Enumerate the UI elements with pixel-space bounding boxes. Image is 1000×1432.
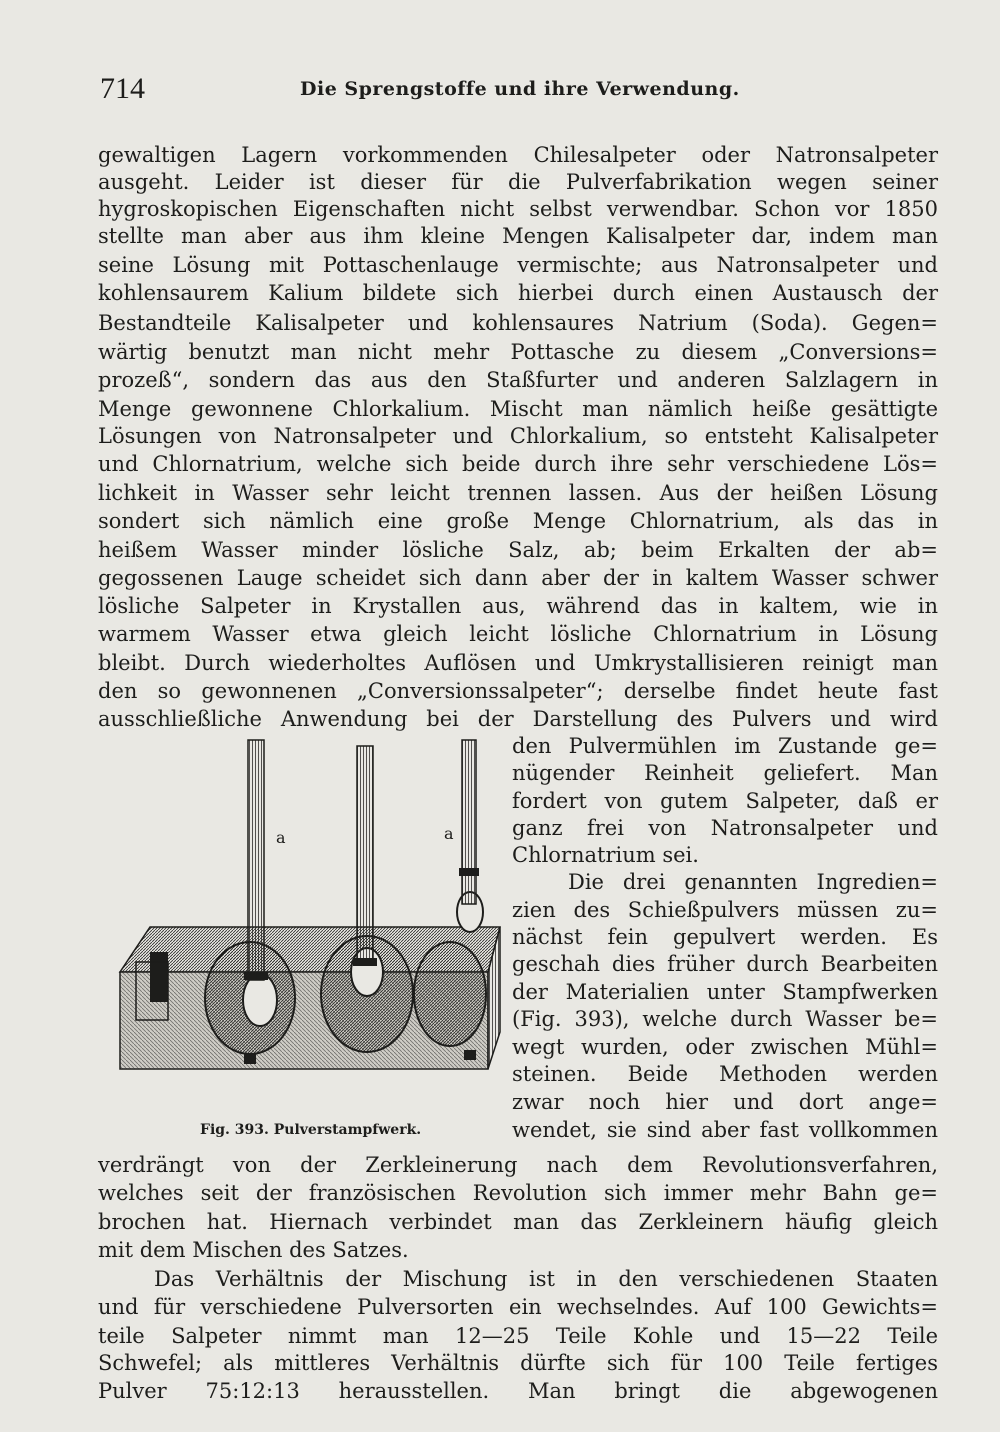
text-line: zwar noch hier und dort ange= (512, 1090, 938, 1114)
text-line: heißem Wasser minder lösliche Salz, ab; beim Erkalten der ab= (98, 538, 938, 562)
text-line: teile Salpeter nimmt man 12—25 Teile Kohle und 15—22 Teile (98, 1324, 938, 1348)
text-line: den so gewonnenen „Conversionssalpeter“; derselbe findet heute fast (98, 679, 938, 703)
figure-caption: Fig. 393. Pulverstampfwerk. (200, 1122, 422, 1138)
text-line: hygroskopischen Eigenschaften nicht selbst verwendbar. Schon vor 1850 (98, 197, 938, 221)
text-line: Bestandteile Kalisalpeter und kohlensaures Natrium (Soda). Gegen= (98, 311, 938, 335)
text-line: geschah dies früher durch Bearbeiten (512, 952, 938, 976)
text-line: gegossenen Lauge scheidet sich dann aber der in kaltem Wasser schwer (98, 566, 938, 590)
page-header (100, 72, 940, 112)
text-line: gewaltigen Lagern vorkommenden Chilesalpeter oder Natronsalpeter (98, 143, 938, 167)
text-line: seine Lösung mit Pottaschenlauge vermischte; aus Natronsalpeter und (98, 253, 938, 277)
page-number: 714 (100, 72, 145, 105)
text-line: Pulver 75:12:13 herausstellen. Man bringt die abgewogenen (98, 1379, 938, 1403)
text-line: Menge gewonnene Chlorkalium. Mischt man nämlich heiße gesättigte (98, 397, 938, 421)
text-line: bleibt. Durch wiederholtes Auflösen und Umkrystallisieren reinigt man (98, 651, 938, 675)
text-line: Die drei genannten Ingredien= (568, 870, 938, 894)
text-line: steinen. Beide Methoden werden (512, 1062, 938, 1086)
text-line: Schwefel; als mittleres Verhältnis dürfte sich für 100 Teile fertiges (98, 1351, 938, 1375)
text-line: zien des Schießpulvers müssen zu= (512, 898, 938, 922)
running-head: Die Sprengstoffe und ihre Verwendung. (300, 78, 740, 100)
text-line: lösliche Salpeter in Krystallen aus, während das in kaltem, wie in (98, 594, 938, 618)
figure-label-a: a (276, 828, 286, 847)
text-line: prozeß“, sondern das aus den Staßfurter und anderen Salzlagern in (98, 368, 938, 392)
text-line: den Pulvermühlen im Zustande ge= (512, 734, 938, 758)
text-line: brochen hat. Hiernach verbindet man das Zerkleinern häufig gleich (98, 1210, 938, 1234)
text-line: warmem Wasser etwa gleich leicht lösliche Chlornatrium in Lösung (98, 622, 938, 646)
text-line: lichkeit in Wasser sehr leicht trennen lassen. Aus der heißen Lösung (98, 481, 938, 505)
text-line: nügender Reinheit geliefert. Man (512, 761, 938, 785)
text-line: wendet, sie sind aber fast vollkommen (512, 1118, 938, 1142)
text-line: der Materialien unter Stampfwerken (512, 980, 938, 1004)
text-line: und Chlornatrium, welche sich beide durch ihre sehr verschiedene Lös= (98, 452, 938, 476)
text-line: fordert von gutem Salpeter, daß er (512, 789, 938, 813)
text-line: wärtig benutzt man nicht mehr Pottasche zu diesem „Conversions= (98, 340, 938, 364)
text-line: und für verschiedene Pulversorten ein wechselndes. Auf 100 Gewichts= (98, 1295, 938, 1319)
text-line: ausgeht. Leider ist dieser für die Pulverfabrikation wegen seiner (98, 170, 938, 194)
text-line: wegt wurden, oder zwischen Mühl= (512, 1035, 938, 1059)
text-line: ausschließliche Anwendung bei der Darstellung des Pulvers und wird (98, 707, 938, 731)
text-line: Das Verhältnis der Mischung ist in den verschiedenen Staaten (154, 1267, 938, 1291)
text-line: nächst fein gepulvert werden. Es (512, 925, 938, 949)
text-line: sondert sich nämlich eine große Menge Chlornatrium, als das in (98, 509, 938, 533)
stamp-mill-illustration (110, 732, 510, 1122)
stamp-mill-figure (110, 732, 510, 1152)
text-line: ganz frei von Natronsalpeter und (512, 816, 938, 840)
text-line: mit dem Mischen des Satzes. (98, 1238, 409, 1262)
figure-label-a2: a (444, 824, 454, 843)
text-line: (Fig. 393), welche durch Wasser be= (512, 1007, 938, 1031)
text-line: welches seit der französischen Revolution sich immer mehr Bahn ge= (98, 1181, 938, 1205)
text-line: kohlensaurem Kalium bildete sich hierbei durch einen Austausch der (98, 281, 938, 305)
text-line: stellte man aber aus ihm kleine Mengen Kalisalpeter dar, indem man (98, 224, 938, 248)
text-line: Lösungen von Natronsalpeter und Chlorkalium, so entsteht Kalisalpeter (98, 424, 938, 448)
text-line: verdrängt von der Zerkleinerung nach dem Revolutionsverfahren, (98, 1153, 938, 1177)
text-line: Chlornatrium sei. (512, 843, 699, 867)
